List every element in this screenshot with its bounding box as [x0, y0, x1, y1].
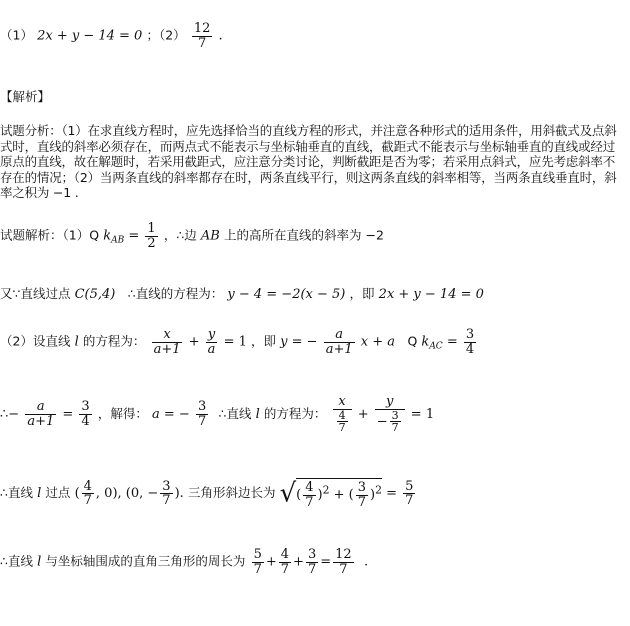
step2-text-a: 又∵直线过点: [0, 286, 71, 301]
step5-text-b: 过点: [45, 485, 71, 501]
step4-fraction-a-num: a: [25, 400, 56, 415]
step5-point2-num: 3: [162, 478, 171, 494]
step6-frac-b-num: 4: [280, 547, 290, 562]
step4-compound-y: [375, 395, 405, 434]
solution-step-4: [0, 395, 434, 434]
step4-a: a = −: [152, 406, 190, 422]
step3-kac-num: 3: [465, 327, 475, 342]
step1-prefix: 试题解析：（1）Q: [0, 227, 100, 243]
step6-frac-b: [279, 548, 291, 576]
answer-part1-label: （1）: [0, 27, 33, 43]
answer-part1-equation: 2x + y − 14 = 0: [37, 28, 143, 44]
step4-inner-37: [390, 410, 401, 434]
step1-numerator: 1: [147, 221, 156, 236]
step4-fraction-34-den: 4: [81, 413, 90, 429]
step5-point2-fraction: [160, 480, 172, 508]
step5-result-den: 7: [405, 493, 414, 509]
step3-fraction-x-den: a+1: [153, 341, 181, 357]
step6-frac-c-num: 3: [307, 547, 317, 562]
step2-equation-1: y − 4 = −2(x − 5): [227, 287, 346, 302]
step6-frac-b-den: 7: [280, 561, 290, 577]
step4-l: l: [255, 406, 260, 422]
answer-part2-numerator: 12: [193, 21, 211, 36]
step1-equals: =: [128, 228, 140, 244]
step2-text-c: ，即: [349, 286, 375, 301]
step3-fraction-y: [206, 328, 218, 356]
analysis-heading: 【解析】: [0, 89, 51, 104]
step5-r1-den: 7: [305, 494, 314, 510]
solution-step-6: ∴直线 l 与坐标轴围成的直角三角形的周长为 $\frac{5}{7}$ + $\frac{4}{7}$ + $\frac{3}{7}$ = $\frac{12}{7}$ .: [0, 547, 369, 577]
step3-y: y = −: [280, 334, 318, 350]
step6-l: l: [37, 554, 42, 570]
step5-equals: =: [386, 486, 398, 502]
step4-fraction-37-den: 7: [197, 413, 207, 429]
step4-inner-37-den: 7: [391, 421, 399, 435]
step3-slope-num: a: [324, 328, 355, 343]
step6-frac-a-den: 7: [253, 561, 262, 577]
step1-denominator: 2: [147, 235, 156, 251]
step3-equals: =: [446, 334, 458, 350]
solution-step-1: [0, 222, 384, 250]
step4-compound-x-den: [333, 410, 352, 434]
step5-point1-den: 7: [83, 493, 92, 509]
step3-fraction-y-den: a: [207, 341, 216, 357]
step3-text-a: （2）设直线: [0, 333, 71, 349]
answer-part2-fraction: [192, 22, 213, 50]
step1-ab: AB: [200, 228, 220, 244]
step4-fraction-a-den: a+1: [27, 413, 55, 429]
solution-step-3: [0, 328, 478, 356]
step6-frac-c: [306, 548, 318, 576]
step6-result-den: 7: [339, 561, 348, 577]
step6-frac-c-den: 7: [307, 561, 317, 577]
step5-l: l: [37, 486, 42, 502]
step3-fraction-x: [152, 328, 183, 356]
step6-result-num: 12: [335, 547, 352, 562]
step3-k-subscript: AC: [429, 341, 443, 352]
step1-k-subscript: AB: [111, 235, 125, 246]
step5-point1-open: (: [74, 486, 80, 502]
step4-compound-x: [333, 395, 352, 434]
step5-r1-num: 4: [305, 480, 314, 495]
step6-end: .: [363, 554, 369, 570]
step1-k: k: [103, 228, 112, 244]
answer-end: .: [218, 28, 223, 44]
sqrt-icon: √: [279, 478, 297, 509]
step3-q: Q: [407, 333, 418, 349]
step5-r1: [303, 481, 315, 509]
step4-fraction-34: [79, 400, 91, 428]
step6-frac-a-num: 5: [253, 547, 262, 562]
step4-inner-47-num: 4: [338, 408, 346, 422]
step1-text-b: 上的高所在直线的斜率为 −2: [224, 227, 384, 243]
step5-r2-num: 3: [357, 480, 367, 495]
step4-inner-47: [337, 410, 348, 434]
step5-point2-den: 7: [162, 493, 171, 509]
step6-result: [333, 548, 354, 576]
step3-fraction-x-num: x: [152, 328, 183, 343]
step3-kac-den: 4: [465, 341, 475, 357]
step6-text-b: 与坐标轴围成的直角三角形的周长为: [45, 553, 246, 569]
step6-text-a: ∴直线: [0, 553, 33, 569]
step5-sqrt-body: ( $\frac{4}{7}$ )$^2$ + ( $\frac{3}{7}$ )$^2$: [296, 480, 382, 510]
step5-text-c: 三角形斜边长为: [187, 485, 276, 501]
step1-fraction: [145, 222, 157, 250]
answer-separator: ；（2）: [146, 27, 186, 43]
step4-fraction-37: [196, 400, 208, 428]
step4-inner-47-den: 7: [338, 421, 346, 435]
solution-step-2: [0, 284, 484, 302]
step4-fraction-a: [25, 400, 56, 428]
step5-result: [403, 480, 415, 508]
step4-text-a: ，解得：: [97, 405, 148, 421]
step6-frac-a: [252, 548, 264, 576]
analysis-paragraph: 试题分析：（1）在求直线方程时，应先选择恰当的直线方程的形式，并注意各种形式的适用条件，用斜截式及点斜式时，直线的斜率必须存在，而两点式不能表示与坐标轴垂直的直线，截距式不能表示与坐标轴垂直的直线或经过原点的直线，故在解题时，若采用截距式，应注意分类讨论，判断截距是否为零；若采用点斜式，应先考虑斜率不存在的情况；（2）当两条直线的斜率都存在时，两条直线平行，则这两条直线的斜率相等，当两条直线垂直时，斜率之积为 −1 .: [0, 123, 617, 200]
step5-point1-num: 4: [83, 478, 92, 494]
answer-line: [0, 22, 223, 50]
step3-kac-fraction: [464, 328, 476, 356]
solution-step-5: [0, 478, 417, 509]
step4-fraction-34-num: 3: [81, 399, 90, 415]
step5-point1-fraction: [82, 480, 94, 508]
step3-text-b: 的方程为：: [82, 333, 146, 349]
step3-plus: +: [188, 334, 200, 350]
step4-compound-y-den: − $\frac{3}{7}$: [376, 408, 399, 435]
step5-sqrt: [280, 478, 382, 509]
step4-compound-x-num: x: [333, 395, 352, 410]
step5-point-mid: , 0), (0, −: [95, 486, 159, 502]
step4-equals: =: [62, 406, 74, 422]
step4-equals-one: = 1: [410, 406, 435, 422]
step3-fraction-y-num: y: [206, 328, 218, 343]
step4-text-c: 的方程为：: [263, 405, 327, 421]
step1-text-a: ，∴边: [163, 227, 197, 243]
step3-slope-fraction: [324, 328, 355, 356]
step4-plus: +: [357, 406, 369, 422]
answer-part2-denominator: 7: [197, 35, 207, 51]
step5-point2-close: ).: [174, 486, 184, 502]
step4-text-b: ∴直线: [218, 405, 252, 421]
step3-k: k: [421, 334, 430, 350]
step5-r2: [356, 481, 368, 509]
step4-prefix: ∴−: [0, 406, 20, 422]
step5-text-a: ∴直线: [0, 485, 33, 501]
step3-slope-den: a+1: [325, 341, 353, 357]
step3-x-plus-a: x + a: [360, 334, 396, 350]
step3-equals-one: = 1: [223, 334, 247, 350]
step4-fraction-37-num: 3: [197, 399, 207, 415]
step5-r2-den: 7: [357, 494, 367, 510]
step2-point: C(5,4): [74, 287, 116, 302]
step5-result-num: 5: [405, 478, 414, 494]
step2-equation-2: 2x + y − 14 = 0: [378, 287, 484, 302]
step3-l: l: [74, 334, 79, 350]
step4-inner-37-num: 3: [391, 408, 399, 422]
step3-text-c: ，即: [251, 333, 277, 349]
step4-compound-y-num: y: [375, 395, 405, 410]
step2-text-b: ∴直线的方程为：: [127, 286, 224, 301]
